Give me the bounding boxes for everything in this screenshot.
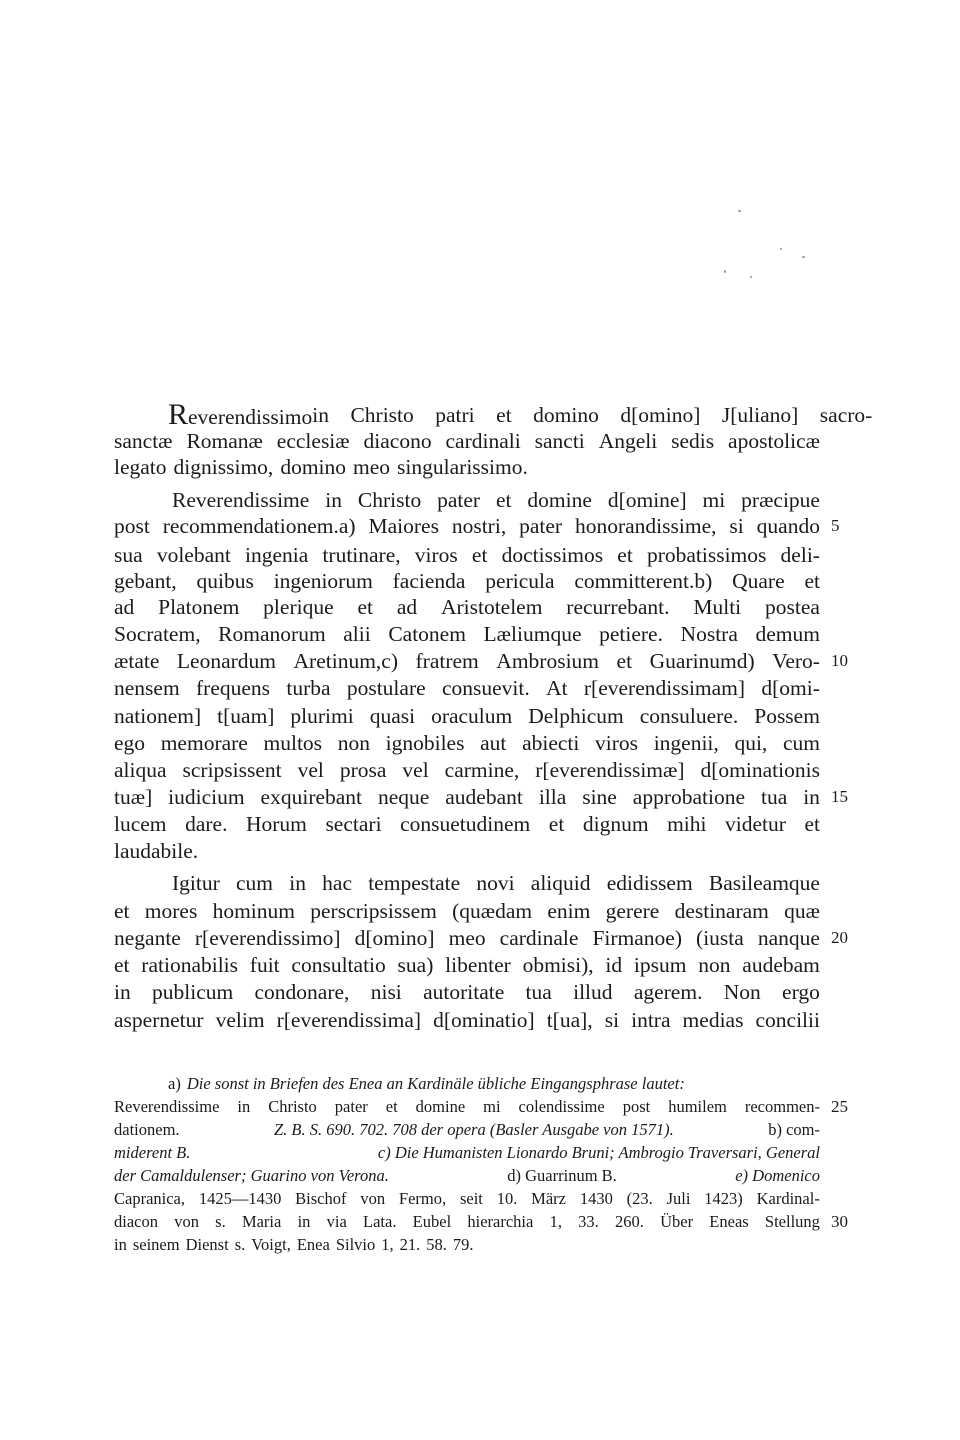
word: lucem	[114, 812, 167, 836]
word: Leonardum	[176, 649, 276, 673]
word: si	[604, 1008, 620, 1032]
word: non	[337, 731, 370, 755]
word: (iusta	[696, 926, 744, 950]
word: quæ	[784, 899, 820, 923]
word: et	[617, 543, 633, 567]
word: colendissime	[518, 1097, 605, 1116]
word: r[everendissima]	[276, 1008, 422, 1032]
word: d[ominatio]	[433, 1008, 535, 1032]
word: Capranica,	[114, 1189, 186, 1208]
line-number-25: 25	[831, 1097, 848, 1116]
word: 1425—1430	[198, 1189, 282, 1208]
word: ingenii,	[653, 731, 719, 755]
word: von	[360, 1189, 386, 1208]
word: pater	[437, 488, 481, 512]
word: gerere	[605, 899, 660, 923]
word: sanctæ	[114, 429, 173, 453]
word: post	[622, 1097, 651, 1116]
word: aliquid	[530, 871, 591, 895]
word: mi	[483, 1097, 501, 1116]
word: gebant,	[114, 569, 177, 593]
word: agerem.	[633, 980, 703, 1004]
word: trutinare,	[322, 543, 401, 567]
word: Firmanoe)	[592, 926, 683, 950]
word: id	[605, 953, 623, 977]
word: et	[616, 649, 633, 673]
word: et	[471, 543, 488, 567]
word: quasi	[369, 704, 416, 728]
word: Aristotelem	[440, 595, 543, 619]
word: illa	[538, 785, 567, 809]
footnote-c-text: c) Die Humanisten Lionardo Bruni; Ambrogio Traversari, General	[377, 1143, 820, 1162]
word: audebam	[742, 953, 820, 977]
word: Stellung	[764, 1212, 820, 1231]
word: in	[289, 871, 306, 895]
word: Platonem	[158, 595, 240, 619]
word: oraculum	[431, 704, 513, 728]
word: Voigt,	[251, 1235, 291, 1254]
heading-first-word: Reverendissimo	[168, 398, 313, 431]
word: nanque	[757, 926, 820, 950]
word: obmisi),	[522, 953, 594, 977]
word: Basileamque	[708, 871, 820, 895]
word: sancti	[534, 429, 585, 453]
word: mores	[144, 899, 198, 923]
word: ætate	[114, 649, 160, 673]
footnote-marker-a: a)	[168, 1074, 181, 1093]
word: libenter	[445, 953, 511, 977]
word: diacon	[114, 1212, 158, 1231]
word: et	[804, 569, 820, 593]
word: abiecti	[522, 731, 580, 755]
word: 260.	[615, 1212, 644, 1231]
word: volebant	[156, 543, 231, 567]
word: quando	[756, 514, 820, 538]
word: quibus	[196, 569, 254, 593]
word: audebant	[445, 785, 523, 809]
word: ecclesiæ	[276, 429, 350, 453]
word: d[omi-	[761, 676, 820, 700]
word: novi	[476, 871, 515, 895]
word: edidissem	[606, 871, 693, 895]
word: in	[297, 1212, 311, 1231]
word: et	[114, 899, 130, 923]
word: et	[548, 812, 565, 836]
footnote-e-start: e) Domenico	[735, 1166, 820, 1185]
word: Aretinum,c)	[293, 649, 398, 673]
footnote-line-7	[114, 1211, 820, 1233]
word: recommendationem.a)	[162, 514, 356, 538]
word: aut	[480, 731, 507, 755]
footnote-line-3	[114, 1119, 820, 1141]
word: (quædam	[452, 899, 533, 923]
word: seit	[459, 1189, 483, 1208]
word: concilii	[755, 1008, 820, 1032]
word: t[uam]	[217, 704, 275, 728]
para1-line-9	[114, 703, 820, 729]
word: petiere.	[599, 622, 663, 646]
word: Romanorum	[218, 622, 326, 646]
word: Juli	[666, 1189, 691, 1208]
word: d[ominationis	[700, 758, 820, 782]
word: pericula	[485, 569, 555, 593]
word: aliqua	[114, 758, 167, 782]
para1-line-8	[114, 675, 820, 701]
word: publicum	[152, 980, 234, 1004]
word: cum	[235, 871, 274, 895]
word: Catonem	[388, 622, 466, 646]
word: qui,	[734, 731, 768, 755]
word: si	[729, 514, 744, 538]
word: humilem	[668, 1097, 727, 1116]
footnote-line-1	[168, 1073, 820, 1095]
word: domine	[527, 488, 592, 512]
word: plurimi	[290, 704, 354, 728]
word: 1423)	[704, 1189, 743, 1208]
word: mihi	[667, 812, 707, 836]
word: enim	[547, 899, 591, 923]
word: tuæ]	[114, 785, 153, 809]
word: Christo	[357, 488, 422, 512]
word: At	[546, 676, 568, 700]
word: 58.	[426, 1235, 447, 1254]
word: exquirebant	[260, 785, 363, 809]
word: committerent.b)	[574, 569, 713, 593]
word: 1430	[579, 1189, 613, 1208]
word: via	[326, 1212, 347, 1231]
word: consuetudinem	[400, 812, 531, 836]
word: tempestate	[368, 871, 461, 895]
scan-specks	[720, 200, 830, 290]
word: et	[114, 953, 130, 977]
word: r[everendissimæ]	[535, 758, 685, 782]
word: neque	[377, 785, 430, 809]
word: hac	[322, 871, 352, 895]
word: Maria	[241, 1212, 282, 1231]
para2-line-3	[114, 925, 820, 951]
footnote-a-text: Die sonst in Briefen des Enea an Kardinäle übliche Eingangsphrase lautet:	[186, 1074, 685, 1093]
word: et	[495, 488, 512, 512]
line-number-5: 5	[831, 516, 840, 535]
word: carmine,	[444, 758, 520, 782]
word: memorare	[160, 731, 248, 755]
word: multos	[263, 731, 323, 755]
word: 33.	[578, 1212, 599, 1231]
word: 21.	[399, 1235, 421, 1254]
word: perscripsissem	[310, 899, 437, 923]
word: viros	[414, 543, 458, 567]
word: Reverendissime	[172, 488, 310, 512]
line-number-10: 10	[831, 651, 848, 670]
word: ad	[396, 595, 418, 619]
word: alii	[343, 622, 371, 646]
word: consuluere.	[639, 704, 739, 728]
word: singularissimo.	[397, 455, 528, 479]
para1-line-4	[114, 568, 820, 594]
para2-line-6	[114, 1007, 820, 1033]
word: ad	[114, 595, 135, 619]
word: ipsum	[633, 953, 687, 977]
word: diacono	[363, 429, 432, 453]
word: et	[357, 595, 373, 619]
word: ingeniorum	[273, 569, 373, 593]
para1-line-12	[114, 784, 820, 810]
word: fuit	[249, 953, 280, 977]
word: scripsissent	[182, 758, 282, 782]
word: meo	[353, 455, 391, 479]
word: turba	[286, 676, 331, 700]
word: ingenia	[245, 543, 309, 567]
word: postulare	[346, 676, 426, 700]
heading-line-1	[168, 398, 873, 431]
word: tua	[525, 980, 552, 1004]
word: approbatione	[632, 785, 746, 809]
word: et	[804, 812, 820, 836]
footnote-marker-b: b) com-	[768, 1120, 820, 1139]
word: Multi	[693, 595, 742, 619]
word: probatissimos	[646, 543, 767, 567]
word: iudicium	[168, 785, 245, 809]
word: Angeli	[598, 429, 658, 453]
word: in	[114, 980, 131, 1004]
line-number-30: 30	[831, 1212, 848, 1231]
word: von	[174, 1212, 199, 1231]
word: prosa	[339, 758, 387, 782]
para1-line-11	[114, 757, 820, 783]
para1-line-5	[114, 594, 820, 620]
word: hominum	[212, 899, 295, 923]
word: consuevit.	[441, 676, 530, 700]
word: condonare,	[254, 980, 350, 1004]
word: nensem	[114, 676, 180, 700]
word: Non	[723, 980, 761, 1004]
heading-initial: R	[168, 398, 189, 431]
word: vel	[297, 758, 324, 782]
word: dignissimo,	[173, 455, 274, 479]
word: Lata.	[363, 1212, 397, 1231]
word: cum	[782, 731, 820, 755]
word: sua)	[397, 953, 434, 977]
footnote-d-text: d) Guarrinum B.	[507, 1166, 617, 1185]
word: domino	[280, 455, 347, 479]
word: Kardinal-	[756, 1189, 820, 1208]
word: in	[114, 1235, 127, 1254]
word: aspernetur	[114, 1008, 204, 1032]
word: intra	[631, 1008, 671, 1032]
word: doctissimos	[501, 543, 604, 567]
word: videtur	[725, 812, 786, 836]
word: in	[325, 488, 342, 512]
word: Nostra	[680, 622, 738, 646]
word: recommen-	[744, 1097, 820, 1116]
word: nostri,	[451, 514, 507, 538]
word: 1,	[381, 1235, 394, 1254]
word: laudabile.	[114, 839, 199, 863]
word: Possem	[754, 704, 820, 728]
word: seinem	[132, 1235, 180, 1254]
para1-line-14	[114, 838, 820, 864]
word: r[everendissimo]	[194, 926, 341, 950]
word: velim	[215, 1008, 265, 1032]
footnote-line-8	[114, 1234, 820, 1256]
word: sectari	[325, 812, 382, 836]
word: meo	[448, 926, 486, 950]
word: d[omine]	[607, 488, 687, 512]
word: plerique	[263, 595, 334, 619]
footnote-line-2	[114, 1096, 820, 1118]
footnote-line-3-b: Z. B. S. 690. 702. 708 der opera (Basler Ausgabe von 1571).	[273, 1120, 674, 1139]
word: Bischof	[295, 1189, 347, 1208]
word: (23.	[626, 1189, 653, 1208]
word: et	[385, 1097, 398, 1116]
word: 79.	[452, 1235, 474, 1254]
footnote-line-5	[114, 1165, 820, 1187]
footnote-line-4	[114, 1142, 820, 1164]
word: sine	[582, 785, 617, 809]
word: Fermo,	[398, 1189, 447, 1208]
word: Quare	[732, 569, 785, 593]
word: Maiores	[368, 514, 439, 538]
word: Christo	[268, 1097, 317, 1116]
word: pater	[519, 514, 563, 538]
footnote-line-5-a: der Camaldulenser; Guarino von Verona.	[114, 1166, 389, 1185]
line-number-20: 20	[831, 928, 848, 947]
word: 1,	[549, 1212, 562, 1231]
heading-rest: in Christo patri et domino d[omino] J[uliano] sacro-	[312, 403, 873, 427]
word: nisi	[370, 980, 402, 1004]
word: Horum	[245, 812, 307, 836]
word: 10.	[496, 1189, 518, 1208]
word: tua	[760, 785, 788, 809]
word: destinaram	[674, 899, 769, 923]
word: medias	[682, 1008, 744, 1032]
word: negante	[114, 926, 181, 950]
word: præcipue	[741, 488, 820, 512]
word: in	[803, 785, 820, 809]
para2-line-4	[114, 952, 820, 978]
word: legato	[114, 455, 167, 479]
word: s.	[215, 1212, 226, 1231]
word: cardinali	[445, 429, 521, 453]
word: vel	[402, 758, 429, 782]
word: Vero-	[772, 649, 820, 673]
para1-line-1	[172, 487, 820, 513]
para2-line-1	[172, 870, 820, 896]
heading-line-2	[114, 428, 820, 454]
heading-line-3	[114, 454, 820, 480]
word: apostolicæ	[728, 429, 820, 453]
word: fratrem	[415, 649, 479, 673]
word: in	[237, 1097, 251, 1116]
footnote-line-6	[114, 1188, 820, 1210]
word: postea	[764, 595, 820, 619]
word: cardinale	[499, 926, 579, 950]
word: viros	[595, 731, 639, 755]
word: frequens	[196, 676, 271, 700]
word: non	[698, 953, 731, 977]
footnote-line-4-a: miderent B.	[114, 1143, 191, 1162]
word: post	[114, 514, 150, 538]
para1-line-10	[114, 730, 820, 756]
word: pater	[334, 1097, 368, 1116]
word: Eneas	[709, 1212, 749, 1231]
para1-line-13	[114, 811, 820, 837]
para1-line-7	[114, 648, 820, 674]
para2-line-5	[114, 979, 820, 1005]
word: Eubel	[412, 1212, 452, 1231]
word: Silvio	[335, 1235, 376, 1254]
word: sua	[114, 543, 143, 567]
word: Romanæ	[186, 429, 263, 453]
word: Læliumque	[483, 622, 582, 646]
word: Ambrosium	[496, 649, 600, 673]
word: d[omino]	[354, 926, 435, 950]
word: honorandissime,	[574, 514, 717, 538]
word: mi	[702, 488, 726, 512]
word: rationabilis	[141, 953, 239, 977]
word: Socratem,	[114, 622, 201, 646]
word: Enea	[296, 1235, 330, 1254]
word: Delphicum	[528, 704, 624, 728]
word: s.	[234, 1235, 246, 1254]
para1-line-3	[114, 542, 820, 568]
word: consultatio	[291, 953, 386, 977]
word: Dienst	[185, 1235, 229, 1254]
footnote-line-3-a: dationem.	[114, 1120, 180, 1139]
word: t[ua],	[546, 1008, 593, 1032]
line-number-15: 15	[831, 787, 848, 806]
word: Reverendissime	[114, 1097, 220, 1116]
word: deli-	[780, 543, 820, 567]
word: dare.	[185, 812, 228, 836]
para1-line-2	[114, 513, 820, 539]
word: facienda	[392, 569, 466, 593]
word: dignum	[582, 812, 649, 836]
word: illud	[573, 980, 613, 1004]
word: ego	[114, 731, 146, 755]
word: r[everendissimam]	[583, 676, 746, 700]
word: Igitur	[172, 871, 220, 895]
word: ergo	[782, 980, 820, 1004]
word: Über	[660, 1212, 694, 1231]
word: demum	[755, 622, 820, 646]
para2-line-2	[114, 898, 820, 924]
word: recurrebant.	[566, 595, 670, 619]
para1-line-6	[114, 621, 820, 647]
word: hierarchia	[467, 1212, 534, 1231]
word: autoritate	[423, 980, 505, 1004]
word: nationem]	[114, 704, 202, 728]
word: domine	[415, 1097, 466, 1116]
word: sedis	[671, 429, 715, 453]
word: März	[531, 1189, 566, 1208]
word: Guarinumd)	[649, 649, 755, 673]
word: ignobiles	[385, 731, 465, 755]
